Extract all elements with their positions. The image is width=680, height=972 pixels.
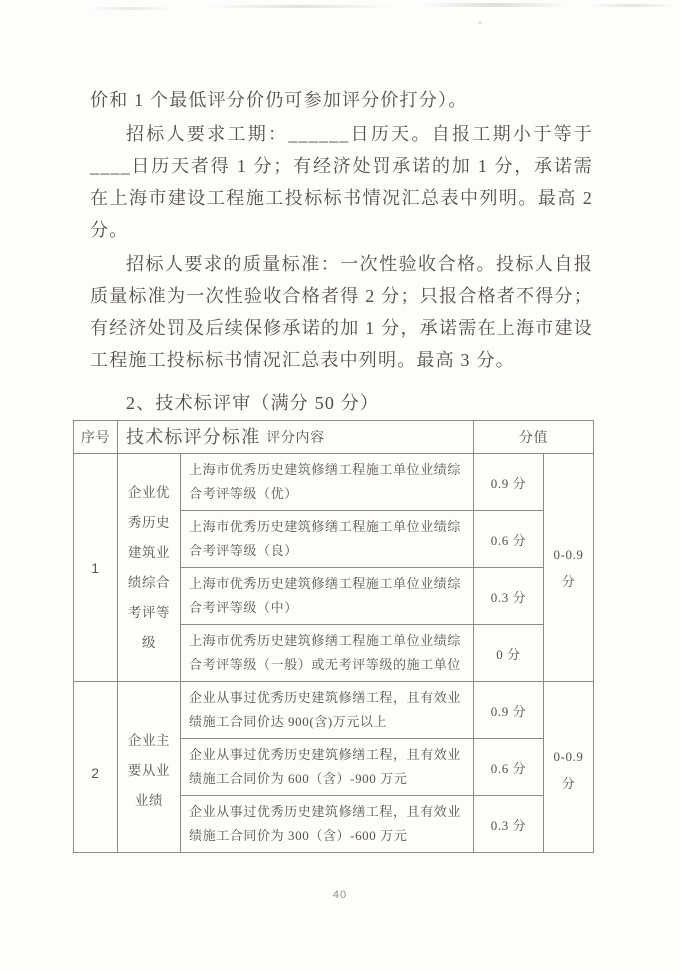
paragraph-quality-requirement: 招标人要求的质量标准：一次性验收合格。投标人自报质量标准为一次性验收合格者得 2 分；只报合格者不得分；有经济处罚及后续保修承诺的加 1 分，承诺需在上海市建设工程施工投标标书情况汇总表中列明。最高 3 分。	[90, 254, 593, 370]
body-text	[90, 84, 593, 455]
table-row	[74, 682, 594, 739]
page-number: 40	[332, 889, 348, 901]
criteria-cell: 上海市优秀历史建筑修缮工程施工单位业绩综合考评等级（良）	[181, 511, 474, 568]
score-cell: 0.9 分	[474, 682, 544, 739]
header-criteria: 评分内容	[118, 421, 474, 454]
paragraph-price-eval: 价和 1 个最低评分价仍可参加评分价打分）。	[90, 90, 468, 110]
range-cell: 0-0.9 分	[544, 454, 594, 682]
criteria-cell: 企业从事过优秀历史建筑修缮工程，且有效业绩施工合同价为 300（含）-600 万元	[181, 796, 474, 853]
criteria-cell: 企业从事过优秀历史建筑修缮工程，且有效业绩施工合同价为 600（含）-900 万元	[181, 739, 474, 796]
technical-scoring-table	[73, 420, 594, 853]
paragraph-duration-requirement: 招标人要求工期：______日历天。自报工期小于等于____日历天者得 1 分；有经济处罚承诺的加 1 分，承诺需在上海市建设工程施工投标标书情况汇总表中列明。最高 2 分。	[90, 124, 593, 240]
section-heading-technical-review: 2、技术标评审（满分 50 分）	[126, 393, 380, 413]
criteria-cell: 上海市优秀历史建筑修缮工程施工单位业绩综合考评等级（中）	[181, 568, 474, 625]
table-row	[74, 454, 594, 511]
scan-smudge	[590, 4, 675, 7]
header-score: 分值	[474, 421, 594, 454]
scan-smudge	[478, 21, 482, 24]
scan-smudge	[205, 5, 395, 8]
header-serial: 序号	[74, 421, 118, 454]
table-title-scoring-standard: 技术标评分标准	[126, 427, 261, 447]
table-header-row	[74, 421, 594, 454]
range-cell: 0-0.9 分	[544, 682, 594, 853]
criteria-cell: 企业从事过优秀历史建筑修缮工程，且有效业绩施工合同价达 900(含)万元以上	[181, 682, 474, 739]
score-cell: 0.9 分	[474, 454, 544, 511]
category-cell: 企业主要从业业绩	[118, 682, 181, 853]
score-cell: 0.3 分	[474, 568, 544, 625]
score-cell: 0 分	[474, 625, 544, 682]
scan-smudge	[88, 7, 173, 10]
criteria-cell: 上海市优秀历史建筑修缮工程施工单位业绩综合考评等级（优）	[181, 454, 474, 511]
category-cell: 企业优秀历史建筑业绩综合考评等级	[118, 454, 181, 682]
serial-cell: 2	[74, 682, 118, 853]
score-cell: 0.6 分	[474, 511, 544, 568]
score-cell: 0.3 分	[474, 796, 544, 853]
serial-cell: 1	[74, 454, 118, 682]
criteria-cell: 上海市优秀历史建筑修缮工程施工单位业绩综合考评等级（一般）或无考评等级的施工单位	[181, 625, 474, 682]
score-cell: 0.6 分	[474, 739, 544, 796]
scan-smudge	[420, 3, 570, 7]
